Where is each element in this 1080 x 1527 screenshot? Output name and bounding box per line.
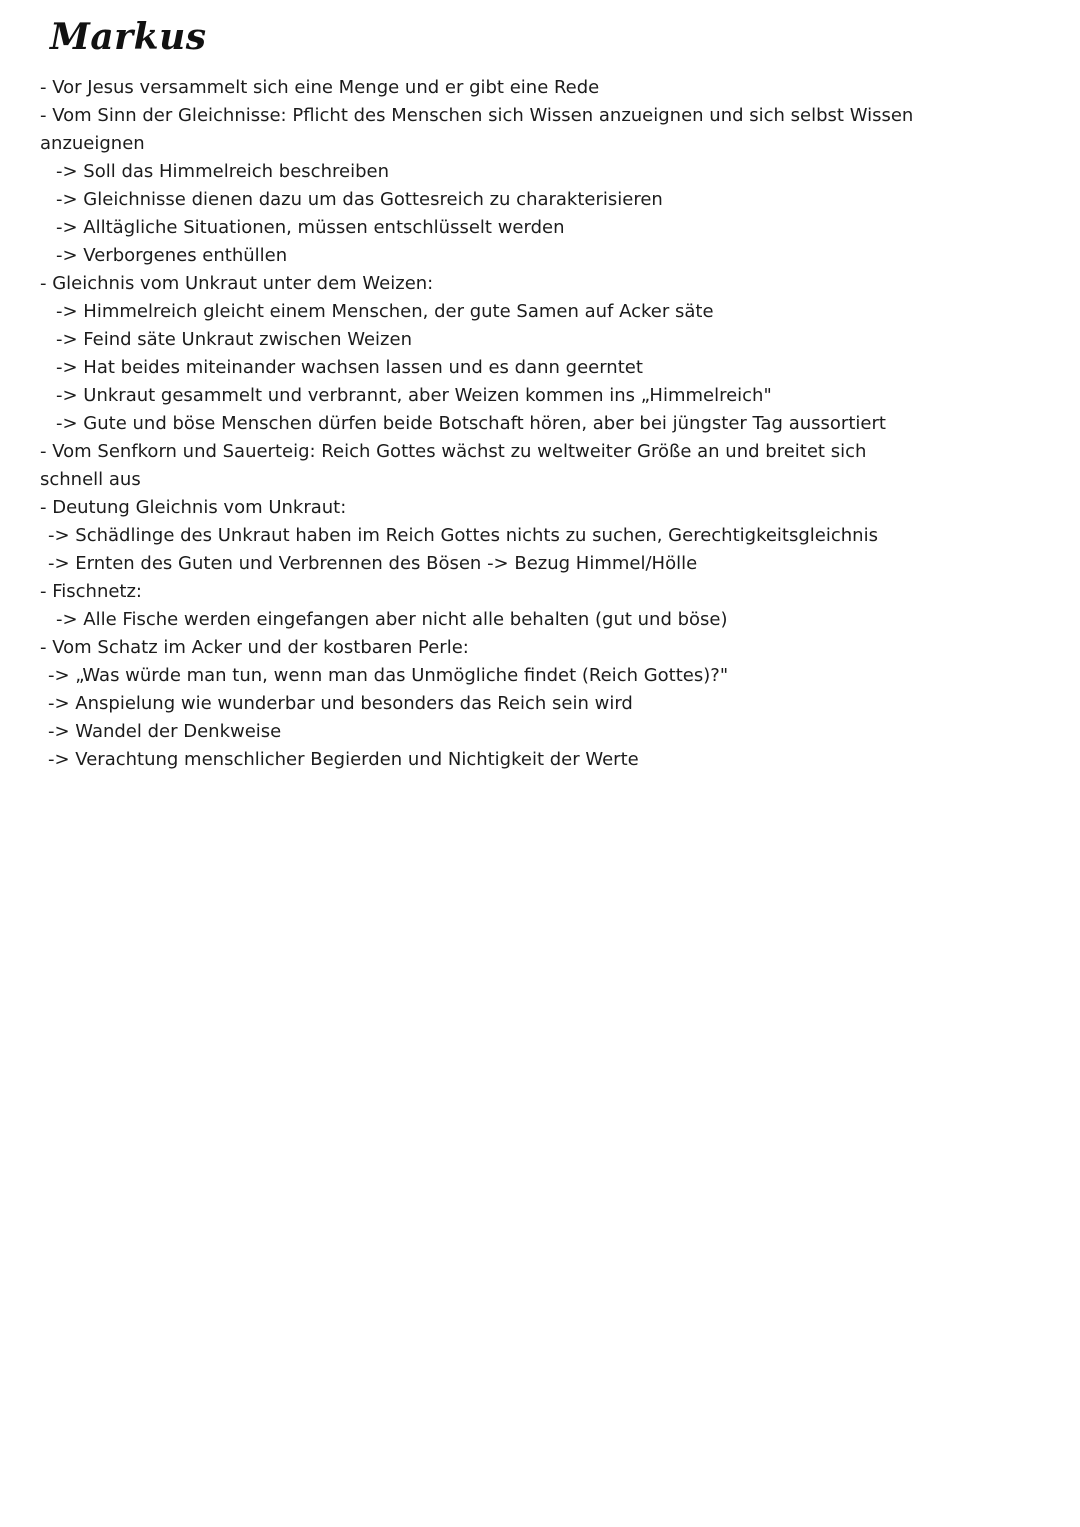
note-subline: -> Unkraut gesammelt und verbrannt, aber Weizen kommen ins „Himmelreich" bbox=[56, 385, 772, 406]
note-line: - Vom Senfkorn und Sauerteig: Reich Gottes wächst zu weltweiter Größe an und breitet sich bbox=[40, 441, 867, 462]
note-subline: -> Gute und böse Menschen dürfen beide Botschaft hören, aber bei jüngster Tag aussortiert bbox=[56, 413, 886, 434]
note-subline: -> Hat beides miteinander wachsen lassen und es dann geerntet bbox=[56, 357, 643, 378]
note-line: - Deutung Gleichnis vom Unkraut: bbox=[40, 497, 347, 518]
note-line: - Vom Sinn der Gleichnisse: Pflicht des Menschen sich Wissen anzueignen und sich selbst Wissen bbox=[40, 105, 914, 126]
note-subline: -> Verborgenes enthüllen bbox=[56, 245, 288, 266]
note-line: - Vom Schatz im Acker und der kostbaren Perle: bbox=[40, 637, 469, 658]
note-subline: -> Anspielung wie wunderbar und besonders das Reich sein wird bbox=[48, 693, 633, 714]
note-line: - Fischnetz: bbox=[40, 581, 142, 602]
note-line: - Vor Jesus versammelt sich eine Menge und er gibt eine Rede bbox=[40, 77, 600, 98]
note-subline: -> Himmelreich gleicht einem Menschen, der gute Samen auf Acker säte bbox=[56, 301, 714, 322]
note-subline: -> Feind säte Unkraut zwischen Weizen bbox=[56, 329, 412, 350]
page-title: Markus bbox=[50, 16, 207, 58]
note-line-continuation: schnell aus bbox=[40, 469, 141, 490]
note-subline: -> Alle Fische werden eingefangen aber nicht alle behalten (gut und böse) bbox=[56, 609, 728, 630]
note-subline: -> Alltägliche Situationen, müssen entschlüsselt werden bbox=[56, 217, 565, 238]
note-subline: -> Schädlinge des Unkraut haben im Reich Gottes nichts zu suchen, Gerechtigkeitsgleichnis bbox=[48, 525, 878, 546]
notes-list bbox=[40, 74, 1040, 774]
note-line: - Gleichnis vom Unkraut unter dem Weizen: bbox=[40, 273, 434, 294]
note-subline: -> Soll das Himmelreich beschreiben bbox=[56, 161, 389, 182]
note-line-continuation: anzueignen bbox=[40, 133, 145, 154]
note-subline: -> Wandel der Denkweise bbox=[48, 721, 282, 742]
note-subline: -> Verachtung menschlicher Begierden und Nichtigkeit der Werte bbox=[48, 749, 639, 770]
note-subline: -> „Was würde man tun, wenn man das Unmögliche findet (Reich Gottes)?" bbox=[48, 665, 729, 686]
note-subline: -> Ernten des Guten und Verbrennen des Bösen -> Bezug Himmel/Hölle bbox=[48, 553, 698, 574]
note-subline: -> Gleichnisse dienen dazu um das Gottesreich zu charakterisieren bbox=[56, 189, 663, 210]
